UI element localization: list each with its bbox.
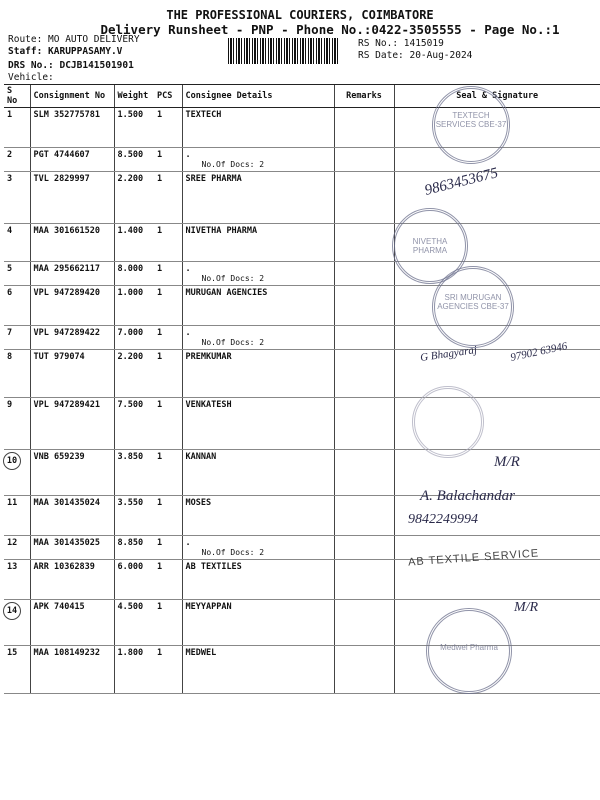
cell-consignee-text: MEDWEL: [185, 648, 217, 658]
cell-consignee-text: MURUGAN AGENCIES: [185, 288, 268, 298]
cell-weight: [114, 560, 154, 600]
cell-consignee: [182, 496, 334, 536]
cell-consignee-text: TEXTECH: [185, 110, 222, 120]
cell-pcs: [154, 262, 182, 286]
cell-consignment-text: TUT 979074: [33, 352, 85, 362]
cell-sno-text: 12: [7, 538, 18, 548]
drs-label: DRS No.: DCJB141501901: [8, 60, 134, 71]
cell-consignment: [30, 262, 114, 286]
cell-consignment-text: APK 740415: [33, 602, 85, 612]
cell-sno-text: 15: [7, 648, 18, 658]
cell-pcs-text: 1: [157, 452, 163, 462]
cell-sno: [4, 262, 30, 286]
col-pcs: PCS: [154, 85, 182, 108]
cell-weight-text: 7.000: [117, 328, 144, 338]
cell-pcs: [154, 450, 182, 496]
cell-consignee: [182, 224, 334, 262]
cell-pcs-text: 1: [157, 264, 163, 274]
cell-consignee: [182, 450, 334, 496]
cell-sno-text: 6: [7, 288, 13, 298]
cell-consignment: [30, 536, 114, 560]
cell-pcs-text: 1: [157, 648, 163, 658]
cell-weight-text: 8.500: [117, 150, 144, 160]
cell-consignment-text: PGT 4744607: [33, 150, 90, 160]
cell-weight: [114, 148, 154, 172]
col-consignee: Consignee Details: [182, 85, 334, 108]
cell-consignment: [30, 224, 114, 262]
cell-weight-text: 1.000: [117, 288, 144, 298]
cell-sno-text: 5: [7, 264, 13, 274]
cell-pcs-text: 1: [157, 352, 163, 362]
cell-consignment-text: TVL 2829997: [33, 174, 90, 184]
company-title: THE PROFESSIONAL COURIERS, COIMBATORE: [166, 8, 434, 22]
barcode: [228, 38, 340, 64]
cell-sno: [4, 600, 30, 646]
cell-pcs-text: 1: [157, 150, 163, 160]
cell-pcs-text: 1: [157, 400, 163, 410]
cell-weight: [114, 398, 154, 450]
cell-remarks: [334, 262, 394, 286]
cell-consignment: [30, 646, 114, 694]
cell-pcs: [154, 326, 182, 350]
cell-remarks: [334, 326, 394, 350]
cell-consignee: [182, 646, 334, 694]
cell-sno-text: 11: [7, 498, 18, 508]
cell-remarks: [334, 350, 394, 398]
cell-consignee-text: KANNAN: [185, 452, 217, 462]
runsheet-subtitle: Delivery Runsheet - PNP - Phone No.:0422-3505555 - Page No.:1: [100, 22, 560, 37]
cell-remarks: [334, 560, 394, 600]
cell-sno-text: 2: [7, 150, 13, 160]
cell-remarks: [334, 450, 394, 496]
docs-count: No.Of Docs: 2: [201, 274, 265, 283]
cell-pcs-text: 1: [157, 498, 163, 508]
cell-sno: [4, 286, 30, 326]
cell-pcs-text: 1: [157, 226, 163, 236]
docs-count: No.Of Docs: 2: [201, 548, 265, 557]
cell-remarks: [334, 172, 394, 224]
vehicle-label: Vehicle:: [8, 72, 54, 83]
cell-consignee-text: PREMKUMAR: [185, 352, 232, 362]
cell-pcs: [154, 350, 182, 398]
cell-consignee: [182, 536, 334, 560]
cell-weight-text: 3.850: [117, 452, 144, 462]
route-label: Route: MO AUTO DELIVERY: [8, 34, 140, 45]
nivetha-stamp: NIVETHA PHARMA: [392, 208, 468, 284]
cell-sno: [4, 450, 30, 496]
handwritten-phone-3: 9842249994: [408, 512, 478, 527]
cell-weight: [114, 600, 154, 646]
cell-consignment: [30, 148, 114, 172]
cell-consignment-text: MAA 295662117: [33, 264, 101, 274]
cell-remarks: [334, 148, 394, 172]
cell-consignee: [182, 108, 334, 148]
cell-sno-text: 10: [3, 452, 21, 470]
cell-weight-text: 1.400: [117, 226, 144, 236]
docs-count: No.Of Docs: 2: [201, 160, 265, 169]
cell-pcs: [154, 646, 182, 694]
cell-consignee-text: MEYYAPPAN: [185, 602, 232, 612]
staff-label: Staff: KARUPPASAMY.V: [8, 46, 123, 57]
murugan-stamp: SRI MURUGAN AGENCIES CBE-37: [432, 266, 514, 348]
table-header-row: [4, 85, 600, 108]
cell-pcs: [154, 172, 182, 224]
cell-consignment: [30, 286, 114, 326]
table-row: [4, 560, 600, 600]
table-row: [4, 148, 600, 172]
cell-consignee: [182, 172, 334, 224]
cell-remarks: [334, 536, 394, 560]
cell-consignment-text: VPL 947289422: [33, 328, 101, 338]
cell-pcs: [154, 496, 182, 536]
cell-consignee: [182, 350, 334, 398]
cell-pcs-text: 1: [157, 110, 163, 120]
cell-remarks: [334, 398, 394, 450]
cell-weight: [114, 536, 154, 560]
table-row: [4, 108, 600, 148]
cell-consignment: [30, 350, 114, 398]
cell-sno-text: 1: [7, 110, 13, 120]
cell-weight: [114, 350, 154, 398]
cell-sno-text: 13: [7, 562, 18, 572]
cell-weight-text: 1.800: [117, 648, 144, 658]
col-sno: S No: [4, 85, 30, 108]
cell-consignment-text: MAA 301661520: [33, 226, 101, 236]
handwritten-name-1: G Bhagyaraj: [419, 344, 478, 364]
col-remarks: Remarks: [334, 85, 394, 108]
cell-pcs: [154, 148, 182, 172]
cell-weight: [114, 262, 154, 286]
cell-consignment-text: VPL 947289420: [33, 288, 101, 298]
cell-sno: [4, 108, 30, 148]
cell-weight-text: 8.000: [117, 264, 144, 274]
table-row: [4, 224, 600, 262]
cell-consignment-text: MAA 301435025: [33, 538, 101, 548]
cell-consignment-text: VNB 659239: [33, 452, 85, 462]
table-row: [4, 172, 600, 224]
cell-consignee-text: SREE PHARMA: [185, 174, 242, 184]
table-row: [4, 262, 600, 286]
cell-consignee-text: .: [185, 538, 191, 548]
cell-sno: [4, 536, 30, 560]
table-row: [4, 398, 600, 450]
cell-sno-text: 7: [7, 328, 13, 338]
cell-consignee-text: NIVETHA PHARMA: [185, 226, 258, 236]
rs-number: RS No.: 1415019: [358, 38, 444, 49]
cell-consignment-text: MAA 301435024: [33, 498, 101, 508]
cell-consignee-text: VENKATESH: [185, 400, 232, 410]
cell-remarks: [334, 646, 394, 694]
handwritten-phone-1: 9863453675: [423, 165, 500, 199]
docs-count: No.Of Docs: 2: [201, 338, 265, 347]
cell-consignment: [30, 600, 114, 646]
cell-consignment: [30, 450, 114, 496]
cell-sno: [4, 350, 30, 398]
cell-consignee-text: AB TEXTILES: [185, 562, 242, 572]
cell-consignee-text: .: [185, 264, 191, 274]
table-row: [4, 600, 600, 646]
cell-remarks: [334, 286, 394, 326]
handwritten-mtr-2: M/R: [514, 600, 539, 615]
cell-consignee-text: .: [185, 328, 191, 338]
cell-weight-text: 8.850: [117, 538, 144, 548]
ab-textile-stamp: AB TEXTILE SERVICE: [407, 547, 540, 569]
cell-weight-text: 2.200: [117, 352, 144, 362]
runsheet-table: [4, 84, 600, 694]
cell-consignment-text: MAA 108149232: [33, 648, 101, 658]
col-consignment: Consignment No: [30, 85, 114, 108]
cell-pcs-text: 1: [157, 602, 163, 612]
cell-consignment-text: VPL 947289421: [33, 400, 101, 410]
cell-pcs: [154, 224, 182, 262]
cell-consignment: [30, 560, 114, 600]
cell-consignment-text: ARR 10362839: [33, 562, 95, 572]
cell-sno-text: 3: [7, 174, 13, 184]
cell-weight: [114, 450, 154, 496]
cell-remarks: [334, 108, 394, 148]
cell-sno: [4, 560, 30, 600]
cell-consignee: [182, 286, 334, 326]
cell-pcs: [154, 398, 182, 450]
cell-consignment: [30, 172, 114, 224]
cell-pcs: [154, 560, 182, 600]
cell-sno: [4, 496, 30, 536]
cell-consignee: [182, 326, 334, 350]
cell-weight: [114, 286, 154, 326]
cell-consignee: [182, 560, 334, 600]
cell-weight-text: 6.000: [117, 562, 144, 572]
handwritten-phone-2: 97902 63946: [509, 340, 569, 364]
cell-consignee: [182, 148, 334, 172]
rs-date: RS Date: 20-Aug-2024: [358, 50, 473, 61]
cell-sno-text: 8: [7, 352, 13, 362]
cell-pcs-text: 1: [157, 288, 163, 298]
cell-consignment: [30, 326, 114, 350]
cell-sno: [4, 224, 30, 262]
cell-pcs: [154, 286, 182, 326]
cell-weight-text: 2.200: [117, 174, 144, 184]
cell-pcs: [154, 108, 182, 148]
col-seal: Seal & Signature: [394, 85, 600, 108]
cell-sno: [4, 172, 30, 224]
cell-weight-text: 4.500: [117, 602, 144, 612]
cell-pcs-text: 1: [157, 174, 163, 184]
textech-stamp: TEXTECH SERVICES CBE-37: [432, 86, 510, 164]
cell-sno: [4, 398, 30, 450]
cell-consignee: [182, 262, 334, 286]
table-row: [4, 326, 600, 350]
cell-consignment: [30, 496, 114, 536]
cell-pcs-text: 1: [157, 562, 163, 572]
cell-consignment-text: SLM 352775781: [33, 110, 101, 120]
cell-weight: [114, 172, 154, 224]
cell-weight: [114, 646, 154, 694]
cell-consignee: [182, 398, 334, 450]
handwritten-name-2: A. Balachandar: [420, 488, 515, 504]
cell-pcs-text: 1: [157, 538, 163, 548]
cell-consignee-text: MOSES: [185, 498, 212, 508]
cell-remarks: [334, 496, 394, 536]
cell-weight: [114, 108, 154, 148]
cell-sno-text: 14: [3, 602, 21, 620]
cell-consignment: [30, 398, 114, 450]
cell-pcs: [154, 600, 182, 646]
cell-weight: [114, 224, 154, 262]
cell-weight-text: 3.550: [117, 498, 144, 508]
col-weight: Weight: [114, 85, 154, 108]
cell-sno-text: 9: [7, 400, 13, 410]
cell-sno: [4, 646, 30, 694]
illegible-stamp: [412, 386, 484, 458]
cell-consignee: [182, 600, 334, 646]
cell-sno-text: 4: [7, 226, 13, 236]
cell-weight-text: 1.500: [117, 110, 144, 120]
cell-remarks: [334, 224, 394, 262]
cell-weight-text: 7.500: [117, 400, 144, 410]
cell-sno: [4, 148, 30, 172]
cell-pcs: [154, 536, 182, 560]
cell-weight: [114, 326, 154, 350]
medwel-stamp: Medwel Pharma: [426, 608, 512, 694]
cell-remarks: [334, 600, 394, 646]
cell-weight: [114, 496, 154, 536]
cell-consignment: [30, 108, 114, 148]
handwritten-mtr-1: M/R: [494, 454, 520, 470]
cell-consignee-text: .: [185, 150, 191, 160]
cell-sno: [4, 326, 30, 350]
cell-pcs-text: 1: [157, 328, 163, 338]
